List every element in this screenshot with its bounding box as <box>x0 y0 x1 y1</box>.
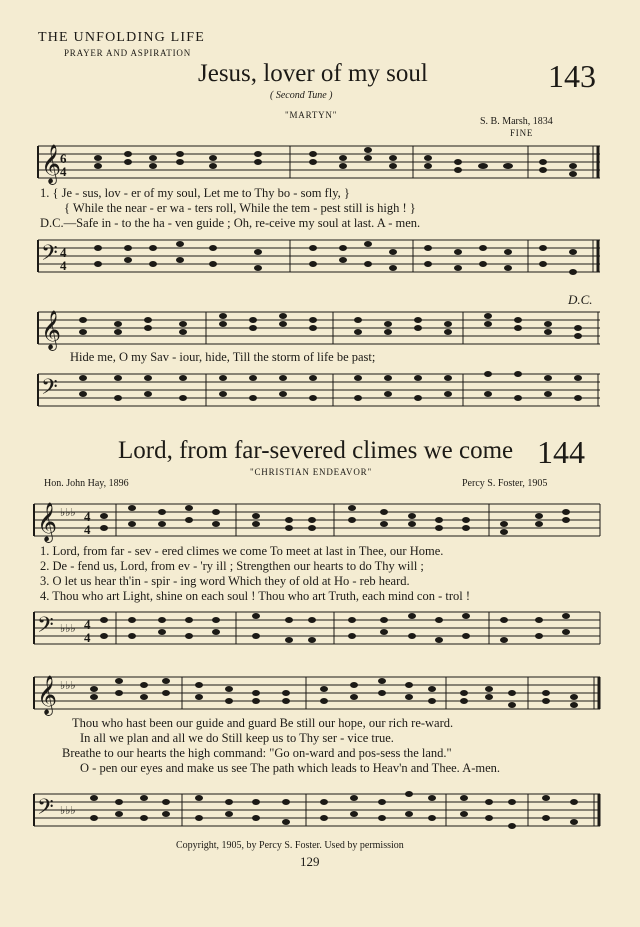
hymn-143-tune-name: "MARTYN" <box>285 110 338 120</box>
hymn-144-tune-name: "CHRISTIAN ENDEAVOR" <box>250 467 372 477</box>
hymn-144-verse-1-line-b: Thou who hast been our guide and guard Be still our hope, our rich re-ward. <box>72 716 454 730</box>
hymn-143-system-1-bass-staff <box>38 236 600 281</box>
svg-text:4: 4 <box>84 522 91 537</box>
hymn-143-lyric-line-3 <box>40 216 420 231</box>
dc-mark: D.C.— <box>40 216 77 230</box>
hymn-144-composer: Percy S. Foster, 1905 <box>462 478 548 489</box>
hymn-144-title: Lord, from far-severed climes we come <box>118 437 514 464</box>
hymn-144-verse-2-line-b: In all we plan and all we do Still keep us to Thy ser - vice true. <box>80 731 394 745</box>
svg-text:𝄢: 𝄢 <box>41 375 58 405</box>
svg-text:4: 4 <box>84 617 91 632</box>
hymn-143-second-tune: ( Second Tune ) <box>270 90 333 101</box>
svg-text:♭♭♭: ♭♭♭ <box>60 623 76 635</box>
hymn-144-verse-3-line-b: Breathe to our hearts the high command: "Go on-ward and pos-sess the land." <box>62 746 452 760</box>
copyright-notice: Copyright, 1905, by Percy S. Foster. Used by permission <box>176 840 404 851</box>
svg-text:4: 4 <box>84 509 91 524</box>
svg-text:4: 4 <box>84 630 91 645</box>
hymn-144-system-2-bass-staff <box>34 790 600 835</box>
hymn-144-system-2-treble-staff <box>34 673 600 718</box>
svg-text:4: 4 <box>60 258 67 273</box>
svg-text:♭♭♭: ♭♭♭ <box>60 680 76 692</box>
hymn-143-lyric-line-2 <box>64 201 416 216</box>
hymn-143-composer: S. B. Marsh, 1834 <box>480 116 553 127</box>
lyric-text: While the near - er wa - ters roll, While the tem - pest still is high ! } <box>72 201 416 215</box>
running-title: THE UNFOLDING LIFE <box>38 30 206 45</box>
hymn-144-verse-2-line-a: 2. De - fend us, Lord, from ev - 'ry ill ; Strengthen our hearts to do Thy will ; <box>40 559 424 573</box>
svg-text:𝄢: 𝄢 <box>41 241 58 271</box>
hymn-143-lyric-line-1 <box>40 186 350 201</box>
svg-text:𝄞: 𝄞 <box>37 675 58 715</box>
hymn-143-title: Jesus, lover of my soul <box>198 60 428 87</box>
svg-text:𝄞: 𝄞 <box>37 502 58 542</box>
hymn-143-number: 143 <box>548 58 596 94</box>
lyric-text: Safe in - to the ha - ven guide ; Oh, re-ceive my soul at last. A - men. <box>76 216 421 230</box>
hymn-143-system-2-bass-staff <box>38 370 600 415</box>
svg-text:𝄢: 𝄢 <box>37 613 54 643</box>
verse-number: 1. { <box>40 186 59 200</box>
hymn-144-verse-1-line-a: 1. Lord, from far - sev - ered climes we come To meet at last in Thee, our Home. <box>40 544 444 558</box>
page-number: 129 <box>300 854 320 869</box>
section-title: PRAYER AND ASPIRATION <box>64 48 191 58</box>
hymn-144-system-1-treble-staff <box>34 500 600 545</box>
svg-text:𝄢: 𝄢 <box>37 795 54 825</box>
svg-text:4: 4 <box>60 164 67 179</box>
svg-text:𝄞: 𝄞 <box>41 310 62 350</box>
svg-text:♭♭♭: ♭♭♭ <box>60 805 76 817</box>
svg-text:6: 6 <box>60 151 67 166</box>
hymn-144-system-1-bass-staff <box>34 608 600 653</box>
hymn-144-verse-3-line-a: 3. O let us hear th'in - spir - ing word Which they of old at Ho - reb heard. <box>40 574 410 588</box>
svg-text:♭♭♭: ♭♭♭ <box>60 507 76 519</box>
hymn-144-author: Hon. John Hay, 1896 <box>44 478 129 489</box>
lyric-text: Je - sus, lov - er of my soul, Let me to Thy bo - som fly, } <box>61 186 350 200</box>
hymn-143-fine-mark: FINE <box>510 128 534 138</box>
hymn-143-lyric-line-4: Hide me, O my Sav - iour, hide, Till the storm of life be past; <box>70 350 376 364</box>
hymn-143-system-1-treble-staff <box>38 142 600 187</box>
brace: { <box>64 201 70 215</box>
hymn-143-dc-mark: D.C. <box>568 292 593 307</box>
svg-text:4: 4 <box>60 245 67 260</box>
hymn-144-verse-4-line-a: 4. Thou who art Light, shine on each soul ! Thou who art Truth, each mind con - trol ! <box>40 589 471 603</box>
hymn-143-system-2-treble-staff <box>38 308 600 353</box>
svg-text:𝄞: 𝄞 <box>41 144 62 184</box>
hymn-144-verse-4-line-b: O - pen our eyes and make us see The path which leads to Heav'n and Thee. A-men. <box>80 761 501 775</box>
hymn-144-number: 144 <box>537 434 585 470</box>
